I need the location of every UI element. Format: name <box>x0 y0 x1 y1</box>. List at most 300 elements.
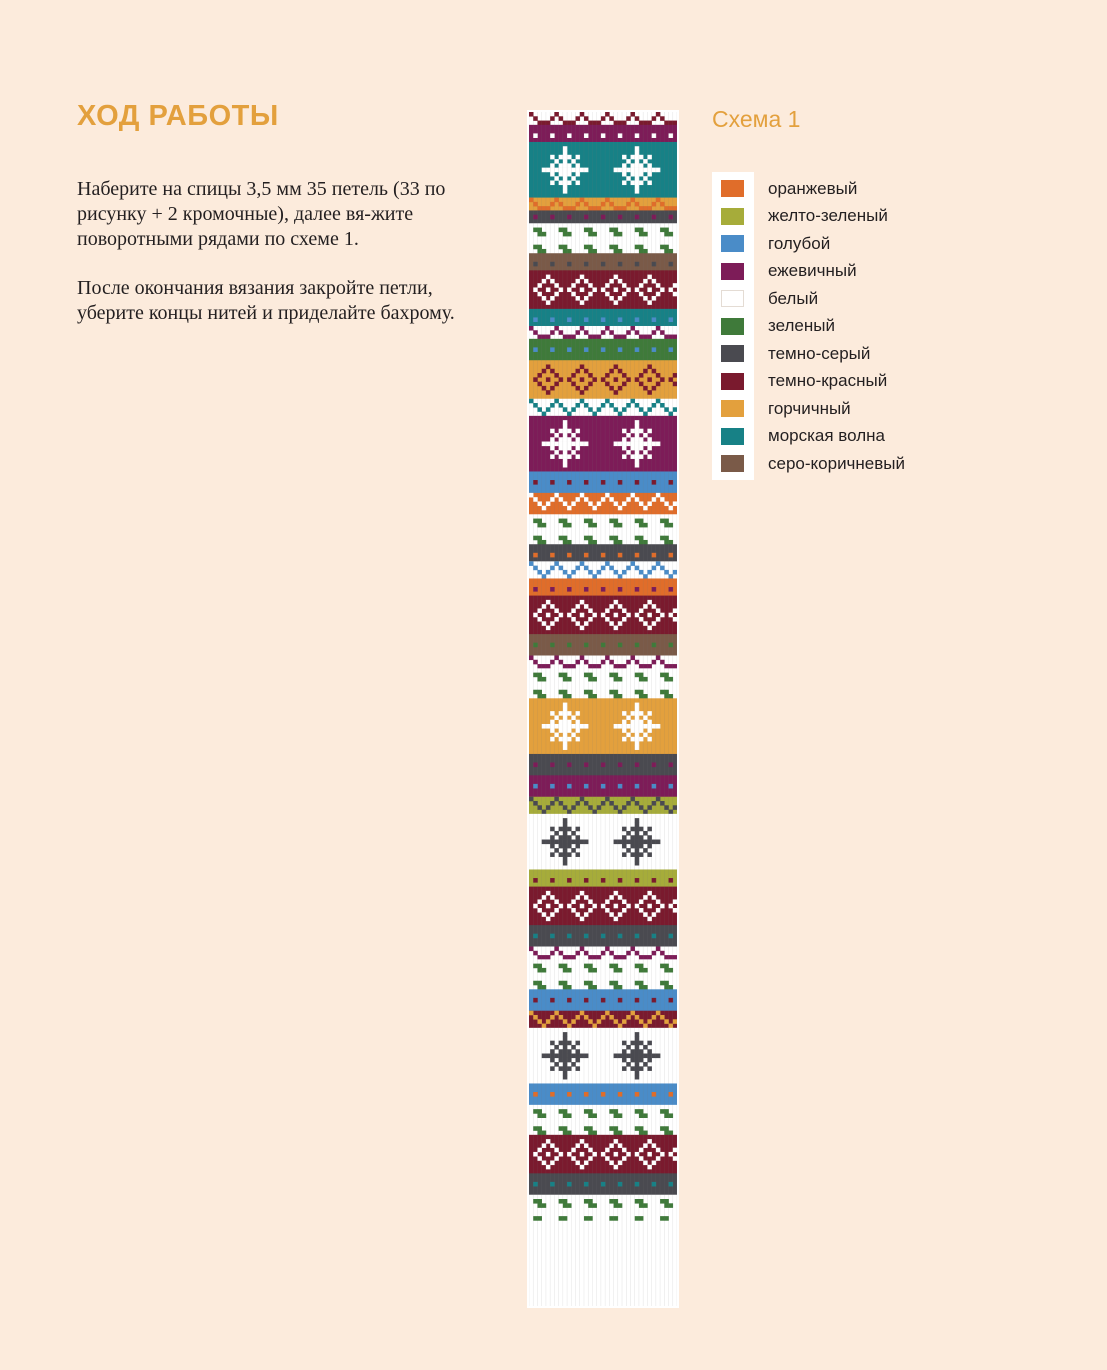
chart-stitch <box>529 493 534 498</box>
chart-stitch <box>563 121 568 126</box>
chart-stitch <box>563 155 568 160</box>
chart-stitch <box>660 377 665 382</box>
chart-stitch <box>550 163 555 168</box>
chart-stitch <box>639 249 644 254</box>
chart-stitch <box>584 202 589 207</box>
chart-stitch <box>550 168 555 173</box>
chart-band <box>529 493 677 515</box>
chart-stitch <box>635 1058 640 1063</box>
chart-stitch <box>550 1054 555 1059</box>
chart-stitch <box>618 1203 623 1208</box>
chart-stitch <box>533 998 538 1003</box>
chart-stitch <box>588 805 593 810</box>
chart-stitch <box>639 172 644 177</box>
chart-stitch <box>550 587 555 592</box>
chart-stitch <box>584 840 589 845</box>
legend-label: зеленый <box>768 316 835 336</box>
chart-stitch <box>635 262 640 267</box>
chart-stitch <box>669 613 674 618</box>
chart-stitch <box>635 613 640 618</box>
chart-stitch <box>592 968 597 973</box>
chart-stitch <box>647 711 652 716</box>
chart-stitch <box>605 292 610 297</box>
chart-stitch <box>554 656 559 661</box>
chart-stitch <box>630 437 635 442</box>
chart-stitch <box>567 664 572 669</box>
chart-stitch <box>584 1054 589 1059</box>
chart-stitch <box>622 442 627 447</box>
chart-stitch <box>550 934 555 939</box>
chart-stitch <box>673 407 677 412</box>
chart-band <box>529 1011 677 1029</box>
chart-stitch <box>647 626 652 631</box>
chart-stitch <box>639 690 644 695</box>
chart-stitch <box>584 660 589 665</box>
chart-stitch <box>639 1054 644 1059</box>
chart-band <box>529 814 677 870</box>
chart-stitch <box>626 287 631 292</box>
chart-stitch <box>630 835 635 840</box>
chart-stitch <box>567 480 572 485</box>
chart-stitch <box>656 617 661 622</box>
chart-stitch <box>635 446 640 451</box>
chart-stitch <box>563 1066 568 1071</box>
chart-stitch <box>584 116 589 121</box>
chart-stitch <box>580 840 585 845</box>
chart-stitch <box>609 1109 614 1114</box>
chart-stitch <box>614 390 619 395</box>
chart-stitch <box>550 454 555 459</box>
chart-stitch <box>614 613 619 618</box>
chart-stitch <box>669 553 674 558</box>
chart-stitch <box>673 608 677 613</box>
instruction-paragraph-finishing: После окончания вязания закройте петли, уберите концы нитей и приделайте бахрому. <box>77 277 455 324</box>
chart-stitch <box>639 1156 644 1161</box>
chart-stitch <box>588 981 593 986</box>
chart-stitch <box>660 497 665 502</box>
chart-stitch <box>660 519 665 524</box>
chart-stitch <box>554 399 559 404</box>
chart-stitch <box>635 822 640 827</box>
chart-stitch <box>533 878 538 883</box>
chart-stitch <box>563 822 568 827</box>
chart-stitch <box>639 373 644 378</box>
chart-stitch <box>537 677 542 682</box>
chart-stitch <box>567 1066 572 1071</box>
chart-stitch <box>635 673 640 678</box>
chart-stitch <box>542 523 547 528</box>
chart-stitch <box>567 835 572 840</box>
chart-stitch <box>635 566 640 571</box>
chart-stitch <box>609 673 614 678</box>
chart-stitch <box>571 450 576 455</box>
chart-stitch <box>597 121 602 126</box>
chart-stitch <box>554 724 559 729</box>
chart-stitch <box>571 283 576 288</box>
chart-stitch <box>563 536 568 541</box>
chart-stitch <box>563 1109 568 1114</box>
chart-stitch <box>588 608 593 613</box>
chart-stitch <box>550 347 555 352</box>
chart-stitch <box>643 604 648 609</box>
chart-stitch <box>609 403 614 408</box>
chart-stitch <box>622 1054 627 1059</box>
chart-stitch <box>643 694 648 699</box>
chart-stitch <box>643 955 648 960</box>
chart-stitch <box>669 1092 674 1097</box>
chart-stitch <box>559 728 564 733</box>
chart-stitch <box>669 287 674 292</box>
chart-stitch <box>563 844 568 849</box>
chart-stitch <box>635 189 640 194</box>
chart-stitch <box>567 1058 572 1063</box>
chart-stitch <box>584 347 589 352</box>
chart-stitch <box>550 895 555 900</box>
chart-stitch <box>584 801 589 806</box>
chart-stitch <box>554 112 559 117</box>
chart-stitch <box>567 172 572 177</box>
chart-stitch <box>567 878 572 883</box>
chart-stitch <box>618 296 623 301</box>
chart-stitch <box>635 403 640 408</box>
chart-stitch <box>626 176 631 181</box>
legend-item-yellowgreen <box>712 203 972 231</box>
chart-stitch <box>673 899 677 904</box>
chart-stitch <box>559 454 564 459</box>
chart-stitch <box>592 287 597 292</box>
chart-stitch <box>550 1015 555 1020</box>
chart-stitch <box>601 998 606 1003</box>
chart-stitch <box>542 895 547 900</box>
chart-stitch <box>647 720 652 725</box>
chart-stitch <box>643 724 648 729</box>
chart-stitch <box>546 121 551 126</box>
chart-stitch <box>576 621 581 626</box>
instruction-paragraph-cast-on: Наберите на спицы 3,5 мм 35 петель (33 по рисунку + 2 кромочные), далее вя-жите поворотными рядами по схеме 1. <box>77 178 446 250</box>
chart-stitch <box>656 797 661 802</box>
chart-stitch <box>563 724 568 729</box>
chart-stitch <box>576 801 581 806</box>
chart-stitch <box>580 168 585 173</box>
chart-stitch <box>571 617 576 622</box>
chart-stitch <box>584 330 589 335</box>
chart-stitch <box>618 369 623 374</box>
chart-band-background <box>529 493 677 515</box>
chart-stitch <box>643 369 648 374</box>
chart-stitch <box>529 399 534 404</box>
knitting-chart <box>527 110 679 1308</box>
chart-stitch <box>652 621 657 626</box>
chart-stitch <box>635 1032 640 1037</box>
chart-stitch <box>533 566 538 571</box>
chart-stitch <box>669 480 674 485</box>
chart-stitch <box>554 1148 559 1153</box>
chart-stitch <box>639 968 644 973</box>
chart-stitch <box>567 262 572 267</box>
chart-stitch <box>580 1054 585 1059</box>
chart-stitch <box>618 523 623 528</box>
chart-stitch <box>550 1058 555 1063</box>
chart-stitch <box>614 964 619 969</box>
chart-stitch <box>647 168 652 173</box>
chart-stitch <box>660 287 665 292</box>
chart-stitch <box>669 206 674 211</box>
legend-item-white <box>712 285 972 313</box>
chart-stitch <box>605 947 610 952</box>
chart-stitch <box>588 1019 593 1024</box>
chart-stitch <box>529 1011 534 1016</box>
color-swatch <box>721 373 744 390</box>
chart-stitch <box>571 1054 576 1059</box>
chart-stitch <box>626 377 631 382</box>
chart-stitch <box>584 519 589 524</box>
chart-stitch <box>576 163 581 168</box>
chart-stitch <box>652 604 657 609</box>
chart-stitch <box>601 347 606 352</box>
chart-stitch <box>563 442 568 447</box>
chart-stitch <box>584 724 589 729</box>
chart-stitch <box>533 347 538 352</box>
chart-stitch <box>533 245 538 250</box>
chart-stitch <box>656 382 661 387</box>
chart-stitch <box>542 249 547 254</box>
chart-stitch <box>630 720 635 725</box>
chart-stitch <box>567 553 572 558</box>
chart-stitch <box>554 608 559 613</box>
chart-stitch <box>533 784 538 789</box>
chart-band <box>529 544 677 562</box>
chart-stitch <box>537 407 542 412</box>
chart-stitch <box>550 202 555 207</box>
chart-stitch <box>630 797 635 802</box>
chart-stitch <box>639 1148 644 1153</box>
chart-stitch <box>669 784 674 789</box>
chart-stitch <box>609 895 614 900</box>
chart-stitch <box>605 326 610 331</box>
chart-stitch <box>588 540 593 545</box>
chart-stitch <box>576 912 581 917</box>
chart-stitch <box>673 121 677 126</box>
chart-stitch <box>630 493 635 498</box>
chart-stitch <box>559 1066 564 1071</box>
chart-stitch <box>580 797 585 802</box>
chart-stitch <box>584 690 589 695</box>
chart-stitch <box>652 133 657 138</box>
chart-stitch <box>639 283 644 288</box>
chart-stitch <box>639 694 644 699</box>
chart-stitch <box>554 168 559 173</box>
chart-stitch <box>546 1054 551 1059</box>
chart-stitch <box>537 519 542 524</box>
chart-stitch <box>537 536 542 541</box>
chart-stitch <box>542 386 547 391</box>
chart-stitch <box>635 159 640 164</box>
chart-stitch <box>639 1199 644 1204</box>
chart-stitch <box>537 955 542 960</box>
chart-stitch <box>592 1131 597 1136</box>
chart-stitch <box>622 1058 627 1063</box>
chart-stitch <box>647 501 652 506</box>
chart-stitch <box>584 279 589 284</box>
chart-stitch <box>542 506 547 511</box>
chart-stitch <box>567 155 572 160</box>
section-heading: ХОД РАБОТЫ <box>77 100 279 132</box>
chart-stitch <box>533 317 538 322</box>
chart-stitch <box>664 1199 669 1204</box>
chart-stitch <box>563 185 568 190</box>
chart-stitch <box>597 805 602 810</box>
chart-stitch <box>656 899 661 904</box>
chart-stitch <box>660 964 665 969</box>
chart-band-background <box>529 959 677 989</box>
chart-stitch <box>533 287 538 292</box>
chart-stitch <box>601 116 606 121</box>
chart-stitch <box>533 690 538 695</box>
chart-stitch <box>546 206 551 211</box>
chart-stitch <box>643 831 648 836</box>
chart-stitch <box>614 690 619 695</box>
chart-stitch <box>597 664 602 669</box>
chart-stitch <box>647 737 652 742</box>
chart-stitch <box>609 116 614 121</box>
chart-stitch <box>618 1143 623 1148</box>
chart-stitch <box>635 480 640 485</box>
chart-band <box>529 309 677 327</box>
chart-stitch <box>550 784 555 789</box>
chart-stitch <box>584 964 589 969</box>
chart-stitch <box>630 852 635 857</box>
chart-stitch <box>669 121 674 126</box>
chart-stitch <box>542 955 547 960</box>
chart-stitch <box>571 373 576 378</box>
chart-stitch <box>618 955 623 960</box>
chart-stitch <box>660 690 665 695</box>
chart-stitch <box>550 369 555 374</box>
chart-stitch <box>588 501 593 506</box>
chart-stitch <box>563 985 568 990</box>
chart-stitch <box>639 737 644 742</box>
chart-stitch <box>554 831 559 836</box>
chart-band <box>529 1028 677 1084</box>
chart-stitch <box>563 459 568 464</box>
chart-stitch <box>571 664 576 669</box>
chart-stitch <box>664 1109 669 1114</box>
chart-stitch <box>618 386 623 391</box>
chart-stitch <box>550 566 555 571</box>
chart-stitch <box>537 673 542 678</box>
chart-stitch <box>563 1203 568 1208</box>
chart-stitch <box>635 202 640 207</box>
chart-stitch <box>546 917 551 922</box>
chart-stitch <box>584 386 589 391</box>
chart-stitch <box>622 172 627 177</box>
chart-stitch <box>567 1092 572 1097</box>
chart-stitch <box>537 283 542 288</box>
chart-stitch <box>592 904 597 909</box>
chart-stitch <box>533 762 538 767</box>
chart-stitch <box>546 442 551 447</box>
chart-stitch <box>664 407 669 412</box>
chart-stitch <box>546 364 551 369</box>
chart-stitch <box>626 951 631 956</box>
chart-stitch <box>537 121 542 126</box>
chart-stitch <box>647 664 652 669</box>
chart-stitch <box>550 262 555 267</box>
chart-stitch <box>635 878 640 883</box>
chart-stitch <box>550 180 555 185</box>
chart-stitch <box>622 844 627 849</box>
chart-stitch <box>635 745 640 750</box>
chart-stitch <box>664 570 669 575</box>
chart-stitch <box>554 442 559 447</box>
chart-stitch <box>584 1199 589 1204</box>
legend-item-blue <box>712 230 972 258</box>
chart-stitch <box>533 1015 538 1020</box>
chart-stitch <box>533 660 538 665</box>
chart-stitch <box>601 784 606 789</box>
chart-stitch <box>673 664 677 669</box>
chart-stitch <box>537 249 542 254</box>
chart-stitch <box>576 180 581 185</box>
chart-stitch <box>563 228 568 233</box>
chart-stitch <box>554 373 559 378</box>
chart-stitch <box>580 656 585 661</box>
chart-stitch <box>567 454 572 459</box>
chart-stitch <box>618 724 623 729</box>
chart-stitch <box>635 827 640 832</box>
chart-stitch <box>639 1066 644 1071</box>
chart-stitch <box>601 403 606 408</box>
chart-stitch <box>635 844 640 849</box>
chart-stitch <box>542 1131 547 1136</box>
chart-stitch <box>626 1152 631 1157</box>
color-swatch <box>721 290 744 307</box>
chart-stitch <box>618 762 623 767</box>
chart-stitch <box>559 155 564 160</box>
legend-label: ежевичный <box>768 261 857 281</box>
chart-stitch <box>563 335 568 340</box>
chart-stitch <box>563 737 568 742</box>
chart-stitch <box>563 433 568 438</box>
chart-stitch <box>576 737 581 742</box>
chart-stitch <box>537 540 542 545</box>
chart-band-background <box>529 514 677 544</box>
color-swatch <box>721 455 744 472</box>
chart-stitch <box>647 724 652 729</box>
chart-stitch <box>635 724 640 729</box>
chart-stitch <box>554 292 559 297</box>
chart-stitch <box>664 981 669 986</box>
chart-stitch <box>592 412 597 417</box>
chart-stitch <box>643 1143 648 1148</box>
chart-stitch <box>635 711 640 716</box>
chart-stitch <box>567 827 572 832</box>
chart-band <box>529 887 677 926</box>
chart-stitch <box>584 1092 589 1097</box>
chart-stitch <box>652 762 657 767</box>
chart-stitch <box>542 840 547 845</box>
chart-stitch <box>635 1109 640 1114</box>
chart-stitch <box>639 985 644 990</box>
chart-stitch <box>639 335 644 340</box>
chart-stitch <box>622 724 627 729</box>
chart-stitch <box>576 116 581 121</box>
chart-stitch <box>635 1041 640 1046</box>
chart-stitch <box>542 574 547 579</box>
chart-stitch <box>635 1075 640 1080</box>
chart-stitch <box>609 296 614 301</box>
chart-stitch <box>559 429 564 434</box>
